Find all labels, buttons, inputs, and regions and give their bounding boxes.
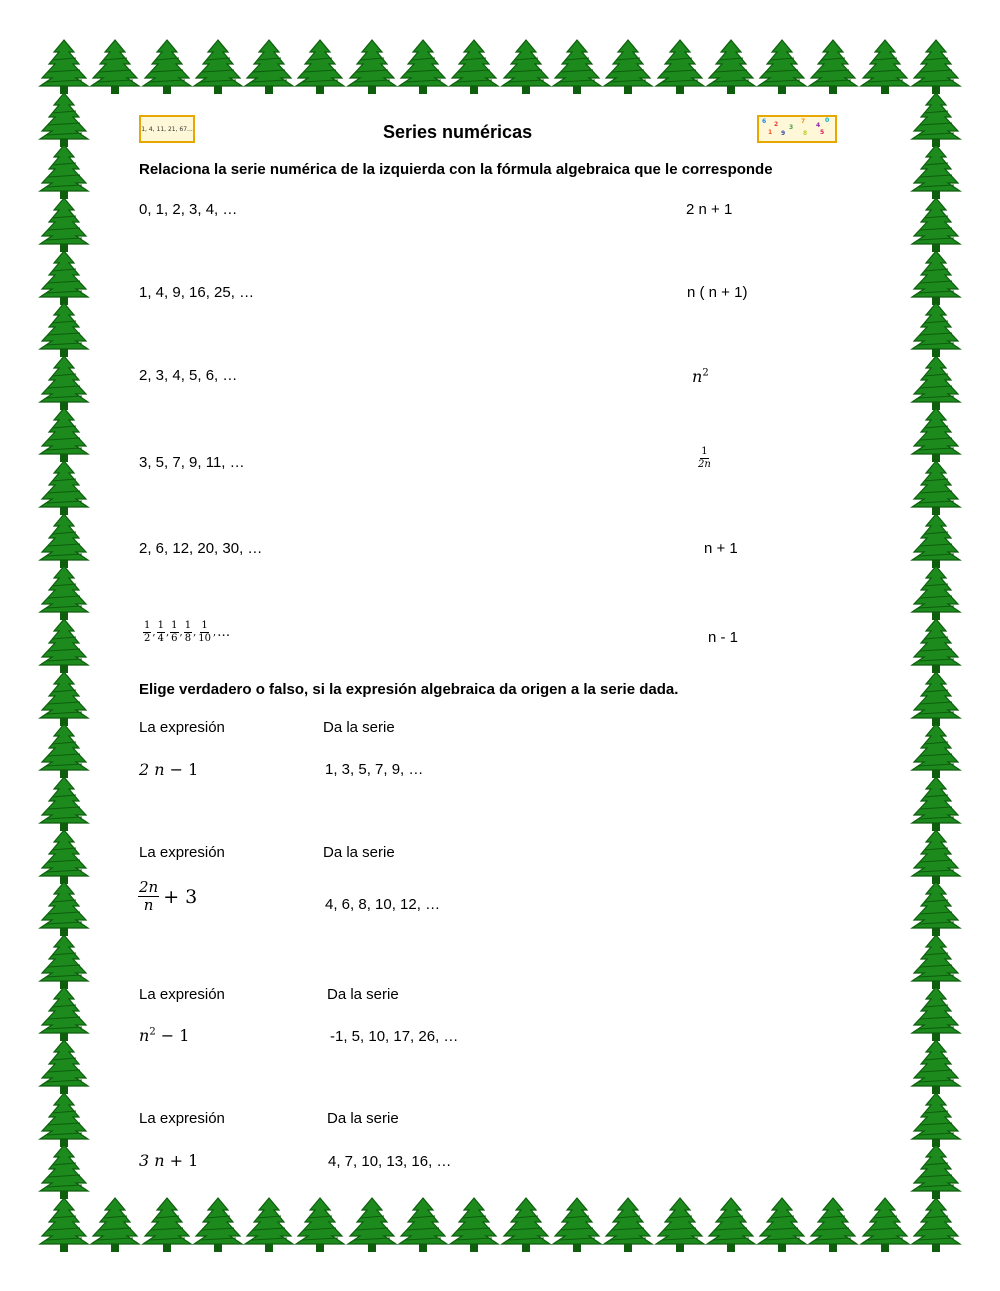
- series-value: 4, 7, 10, 13, 16, …: [328, 1153, 452, 1170]
- tree-icon: [910, 91, 962, 149]
- tree-icon: [346, 38, 398, 96]
- tree-icon: [910, 196, 962, 254]
- tree-icon: [910, 459, 962, 517]
- tree-icon: [38, 880, 90, 938]
- tree-icon: [294, 38, 346, 96]
- expression: $\frac{2n}{n}$ + 3: [139, 878, 198, 914]
- tree-icon: [192, 38, 244, 96]
- tree-icon: [141, 38, 193, 96]
- tree-icon: [38, 512, 90, 570]
- series-value: -1, 5, 10, 17, 26, …: [330, 1028, 459, 1045]
- tree-icon: [38, 1091, 90, 1149]
- tree-icon: [38, 143, 90, 201]
- tree-icon: [807, 1196, 859, 1254]
- tree-icon: [654, 38, 706, 96]
- sticker-text: 1, 4, 11, 21, 67...: [141, 125, 193, 133]
- tree-icon: [910, 143, 962, 201]
- numbers-sticker-logo: [757, 115, 837, 143]
- tree-icon: [38, 406, 90, 464]
- tree-icon: [910, 354, 962, 412]
- expression: $n^2 - 1$: [139, 1026, 190, 1045]
- tree-icon: [910, 828, 962, 886]
- tree-icon: [38, 196, 90, 254]
- tree-icon: [910, 249, 962, 307]
- expression: 2 n − 1: [139, 760, 199, 779]
- sticker-digit: 8: [803, 130, 808, 137]
- tree-icon: [294, 1196, 346, 1254]
- tree-icon: [38, 933, 90, 991]
- tree-icon: [500, 38, 552, 96]
- tree-icon: [910, 670, 962, 728]
- series-label: Da la serie: [323, 844, 395, 861]
- tree-icon: [602, 38, 654, 96]
- tree-icon: [38, 564, 90, 622]
- page-title: Series numéricas: [383, 122, 533, 142]
- tree-icon: [859, 38, 911, 96]
- formula-item: $n^2$: [692, 367, 709, 386]
- tree-icon: [38, 1196, 90, 1254]
- tree-icon: [38, 670, 90, 728]
- series-label: Da la serie: [323, 719, 395, 736]
- tree-icon: [38, 301, 90, 359]
- sticker-digit: 3: [789, 124, 794, 131]
- tree-icon: [756, 1196, 808, 1254]
- sticker-digit: 2: [774, 121, 779, 128]
- tree-icon: [38, 38, 90, 96]
- series-item: 0, 1, 2, 3, 4, …: [139, 201, 238, 218]
- tree-icon: [448, 1196, 500, 1254]
- tree-icon: [807, 38, 859, 96]
- tree-icon: [38, 722, 90, 780]
- tree-icon: [910, 564, 962, 622]
- series-item: 1, 4, 9, 16, 25, …: [139, 284, 255, 301]
- tree-icon: [910, 38, 962, 96]
- series-item: 2, 6, 12, 20, 30, …: [139, 540, 263, 557]
- tree-icon: [38, 1038, 90, 1096]
- tree-icon: [397, 38, 449, 96]
- tree-icon: [910, 1091, 962, 1149]
- tree-icon: [38, 459, 90, 517]
- tree-icon: [910, 1143, 962, 1201]
- series-item: 3, 5, 7, 9, 11, …: [139, 454, 245, 471]
- expression-label: La expresión: [139, 986, 225, 1003]
- tree-icon: [910, 880, 962, 938]
- tree-icon: [910, 933, 962, 991]
- tree-icon: [141, 1196, 193, 1254]
- tree-icon: [910, 722, 962, 780]
- sticker-digit: 5: [820, 129, 825, 136]
- tree-icon: [654, 1196, 706, 1254]
- tree-icon: [38, 985, 90, 1043]
- tree-icon: [38, 249, 90, 307]
- instruction-matching: Relaciona la serie numérica de la izquierda con la fórmula algebraica que le corresponde: [139, 161, 773, 178]
- tree-icon: [346, 1196, 398, 1254]
- tree-icon: [243, 1196, 295, 1254]
- tree-icon: [910, 512, 962, 570]
- tree-icon: [89, 38, 141, 96]
- formula-item: n ( n + 1): [687, 284, 748, 301]
- sticker-digit: 1: [768, 129, 773, 136]
- sticker-digit: 7: [801, 118, 806, 125]
- tree-icon: [910, 406, 962, 464]
- tree-icon: [910, 301, 962, 359]
- tree-icon: [38, 354, 90, 412]
- tree-icon: [38, 775, 90, 833]
- expression-label: La expresión: [139, 719, 225, 736]
- tree-icon: [192, 1196, 244, 1254]
- series-label: Da la serie: [327, 1110, 399, 1127]
- tree-icon: [910, 985, 962, 1043]
- expression: 3 n + 1: [139, 1151, 199, 1170]
- sticker-digit: 9: [781, 130, 786, 137]
- formula-item: n + 1: [704, 540, 738, 557]
- tree-icon: [602, 1196, 654, 1254]
- tree-icon: [705, 1196, 757, 1254]
- tree-icon: [910, 1038, 962, 1096]
- series-value: 4, 6, 8, 10, 12, …: [325, 896, 441, 913]
- expression-label: La expresión: [139, 844, 225, 861]
- formula-item: n - 1: [708, 629, 739, 646]
- tree-icon: [910, 1196, 962, 1254]
- tree-icon: [448, 38, 500, 96]
- sticker-digit: 0: [825, 117, 830, 124]
- tree-icon: [859, 1196, 911, 1254]
- tree-icon: [910, 617, 962, 675]
- tree-icon: [705, 38, 757, 96]
- series-sticker-logo: [139, 115, 195, 143]
- fraction-series: $\frac{1}{2}$ , $\frac{1}{4}$ , $\frac{1}{6}$ , $\frac{1}{8}$ , $\frac{1}{10}$ , …: [144, 620, 231, 644]
- tree-icon: [551, 1196, 603, 1254]
- tree-icon: [551, 38, 603, 96]
- tree-icon: [397, 1196, 449, 1254]
- tree-icon: [89, 1196, 141, 1254]
- expression-label: La expresión: [139, 1110, 225, 1127]
- tree-icon: [500, 1196, 552, 1254]
- instruction-true-false: Elige verdadero o falso, si la expresión algebraica da origen a la serie dada.: [139, 681, 679, 698]
- series-value: 1, 3, 5, 7, 9, …: [325, 761, 424, 778]
- sticker-digit: 6: [762, 118, 767, 125]
- tree-icon: [38, 617, 90, 675]
- tree-icon: [38, 91, 90, 149]
- series-item: 2, 3, 4, 5, 6, …: [139, 367, 238, 384]
- tree-icon: [243, 38, 295, 96]
- tree-icon: [756, 38, 808, 96]
- formula-item: 2 n + 1: [686, 201, 733, 218]
- tree-icon: [910, 775, 962, 833]
- tree-icon: [38, 828, 90, 886]
- sticker-digit: 4: [816, 122, 821, 129]
- tree-icon: [38, 1143, 90, 1201]
- formula-item: $\frac{1}{2n}$: [698, 446, 711, 470]
- series-label: Da la serie: [327, 986, 399, 1003]
